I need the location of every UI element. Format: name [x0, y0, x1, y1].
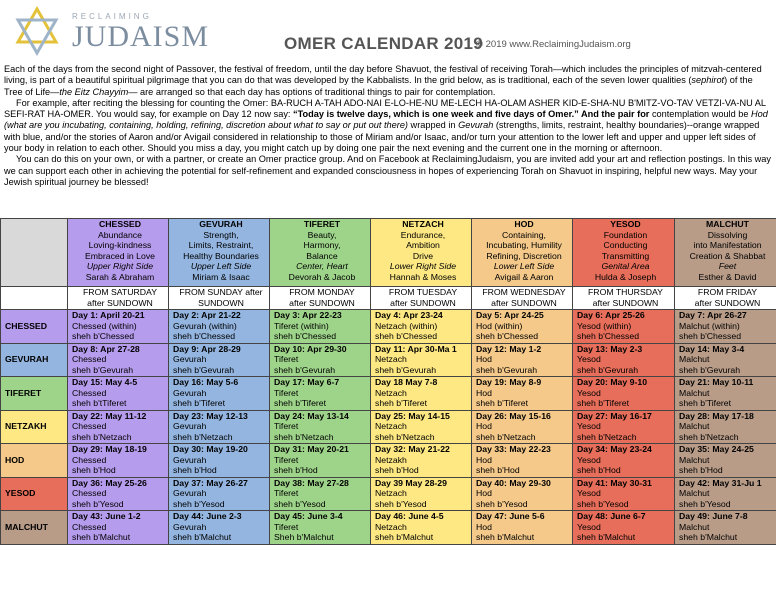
start-time-malchut [675, 287, 776, 310]
column-l1: Containing, [502, 229, 546, 240]
week-row-malchut [1, 511, 776, 545]
day-cell [371, 444, 472, 478]
day-title: Day 29: May 18-19 [72, 444, 147, 454]
day-pair-b: sheh b'Malchut [72, 532, 131, 543]
day-title: Day 28: May 17-18 [679, 410, 754, 421]
day-pair-a: Chessed [72, 521, 107, 532]
column-region: Feet [718, 261, 737, 272]
row-label-malchut: MALCHUT [1, 511, 68, 545]
day-pair-b: sheh b'Gevurah [274, 364, 336, 375]
day-cell [675, 310, 776, 344]
day-cell [371, 477, 472, 511]
day-pair-a: Tiferet (within) [274, 320, 329, 331]
day-pair-a: Yesod [577, 354, 601, 365]
day-title: Day 38: May 27-28 [274, 477, 349, 488]
day-pair-a: Gevurah [173, 521, 207, 532]
star-of-david-icon [14, 6, 60, 56]
column-l3: Creation & Shabbat [689, 250, 766, 261]
day-pair-a: Malchut [679, 488, 710, 499]
start-time-text: after SUNDOWN [87, 297, 153, 308]
day-cell [169, 511, 270, 545]
grid-corner [1, 219, 68, 287]
day-cell [68, 410, 169, 444]
row-label-hod: HOD [1, 444, 68, 478]
day-pair-b: sheh b'Gevurah [375, 364, 437, 375]
day-pair-a: Netzakh [375, 454, 407, 465]
day-cell [675, 343, 776, 377]
day-pair-b: sheh b'Yesod [375, 498, 427, 509]
day-pair-b: sheh b'Malchut [577, 532, 636, 543]
day-title: Day 15: May 4-5 [72, 377, 138, 387]
day-pair-b: sheh b'Yesod [577, 498, 629, 509]
omer-calendar-grid [0, 218, 776, 545]
start-time-text: after SUNDOWN [289, 297, 355, 308]
column-pair: Esther & David [698, 271, 757, 282]
day-pair-b: sheh b'Yesod [679, 498, 731, 509]
intro-paragraph-2: For example, after reciting the blessing for counting the Omer: BA-RUCH A-TAH ADO-NAI E-LO-HE-NU ME-LECH HA-OLAM ASHER KID-E-SHA-NU B'MITZ-VO-TAV VETZI-VA-NU AL SEFI-RAT HA-OMER. You would say, for example on Day 12 now say: “Today is twelve days, which is one week and five days of Omer.” And the pair for contemplation would be Hod (what are you incubating, containing, holding, refining, discretion about what to say or put out there) wrapped in Gevurah (strengths, limits, restraint, healthy boundaries)--orange wrapped with blue, and/or the stories of Aaron and/or Avigail considered in relationship to those of Miriam and/or Isaac, and/or turn your attention to the lower left and upper and upper left sides of your body in relation to each other. Should you miss a day, you might catch up by doing one pair the next evening and the current one in the morning or afternoon. [4, 97, 768, 154]
day-title: Day 36: May 25-26 [72, 477, 147, 488]
day-pair-a: Netzach [375, 521, 407, 532]
day-title: Day 24: May 13-14 [274, 410, 349, 421]
start-time-row [1, 287, 776, 310]
day-cell [371, 511, 472, 545]
day-cell [169, 444, 270, 478]
column-pair: Avigail & Aaron [494, 271, 554, 282]
day-title: Day 17: May 6-7 [274, 377, 340, 387]
column-pair: Devorah & Jacob [288, 271, 356, 282]
day-title: Day 47: June 5-6 [476, 511, 545, 521]
day-title: Day 27: May 16-17 [577, 410, 652, 421]
day-pair-a: Hod [476, 521, 492, 532]
day-title: Day 46: June 4-5 [375, 511, 444, 521]
start-time-text: after SUNDOWN [491, 297, 557, 308]
column-name: NETZACH [402, 219, 444, 229]
day-pair-a: Tiferet [274, 488, 299, 499]
day-cell [371, 343, 472, 377]
day-pair-a: Malchut [679, 521, 710, 532]
day-title: Day 33: May 22-23 [476, 444, 551, 454]
day-title: Day 18 May 7-8 [375, 377, 438, 387]
day-pair-b: sheh b'Yesod [476, 498, 528, 509]
column-l1: Dissolving [707, 229, 748, 240]
day-pair-a: Hod [476, 354, 492, 365]
column-pair: Miriam & Isaac [192, 271, 250, 282]
column-name: TIFERET [303, 219, 341, 229]
day-pair-a: Gevurah [173, 488, 207, 499]
day-pair-b: sheh b'Netzach [577, 431, 637, 442]
day-title: Day 6: Apr 25-26 [577, 310, 645, 320]
column-name: MALCHUT [706, 219, 749, 229]
day-pair-b: sheh b'Malchut [375, 532, 434, 543]
day-title: Day 48: June 6-7 [577, 511, 646, 521]
start-time-text: FROM TUESDAY [388, 287, 458, 297]
day-cell [472, 511, 573, 545]
start-time-gevurah [169, 287, 270, 310]
day-pair-b: sheh b'Gevurah [577, 364, 639, 375]
day-title: Day 9: Apr 28-29 [173, 343, 241, 354]
column-region: Lower Left Side [493, 261, 555, 272]
column-name: HOD [514, 219, 534, 229]
column-region: Genital Area [601, 261, 650, 272]
day-title: Day 45: June 3-4 [274, 511, 343, 521]
day-pair-a: Gevurah [173, 454, 207, 465]
day-title: Day 10: Apr 29-30 [274, 343, 347, 354]
column-pair: Sarah & Abraham [85, 271, 155, 282]
day-pair-b: sheh b'Netzach [679, 431, 739, 442]
day-pair-b: sheh b'Netzach [72, 431, 132, 442]
day-pair-a: Malchut [679, 354, 710, 365]
day-pair-a: Netzach [375, 354, 407, 365]
day-pair-a: Yesod [577, 488, 601, 499]
day-pair-b: sheh b'Hod [72, 465, 116, 476]
day-pair-b: sheh b'Hod [476, 465, 520, 476]
day-title: Day 23: May 12-13 [173, 410, 248, 421]
day-pair-b: sheh b'Chessed [375, 331, 438, 342]
day-pair-b: sheh b'Hod [375, 465, 419, 476]
page-title: OMER CALENDAR 2019 [284, 34, 484, 53]
day-cell [270, 410, 371, 444]
day-title: Day 37: May 26-27 [173, 477, 248, 488]
day-cell [169, 343, 270, 377]
day-pair-b: sheh b'Hod [173, 465, 217, 476]
day-pair-b: sheh b'Tiferet [476, 398, 529, 409]
day-title: Day 5: Apr 24-25 [476, 310, 544, 320]
day-pair-a: Netzach (within) [375, 320, 438, 331]
day-pair-a: Malchut [679, 454, 710, 465]
header [0, 0, 776, 64]
day-title: Day 32: May 21-22 [375, 444, 450, 454]
start-time-yesod [573, 287, 675, 310]
day-pair-a: Gevurah [173, 387, 207, 398]
column-header-gevurah [169, 219, 270, 287]
logo-big-text: JUDAISM [72, 20, 210, 53]
day-cell [675, 444, 776, 478]
day-title: Day 19: May 8-9 [476, 377, 542, 387]
day-pair-a: Hod [476, 387, 492, 398]
day-title: Day 25: May 14-15 [375, 410, 450, 421]
day-title: Day 22: May 11-12 [72, 410, 147, 421]
copyright-text: © 2019 www.ReclaimingJudaism.org [476, 39, 631, 50]
day-title: Day 39 May 28-29 [375, 477, 447, 488]
day-cell [68, 511, 169, 545]
start-time-text: FROM THURSDAY [588, 287, 663, 297]
column-name: GEVURAH [199, 219, 243, 229]
day-cell [472, 410, 573, 444]
day-pair-b: sheh b'Malchut [476, 532, 535, 543]
day-cell [371, 377, 472, 411]
column-l3: Drive [412, 250, 434, 261]
day-cell [472, 343, 573, 377]
day-cell [675, 477, 776, 511]
day-cell [371, 310, 472, 344]
day-title: Day 7: Apr 26-27 [679, 310, 747, 320]
day-title: Day 41: May 30-31 [577, 477, 652, 488]
day-cell [472, 444, 573, 478]
day-title: Day 26: May 15-16 [476, 410, 551, 421]
day-title: Day 42: May 31-Ju 1 [679, 477, 762, 488]
day-title: Day 3: Apr 22-23 [274, 310, 342, 320]
day-pair-b: sheh b'Yesod [72, 498, 124, 509]
day-pair-b: sheh b'Tiferet [679, 398, 732, 409]
day-pair-a: Chessed [72, 421, 107, 432]
column-pair: Hulda & Joseph [594, 271, 657, 282]
day-cell [675, 377, 776, 411]
day-title: Day 44: June 2-3 [173, 511, 242, 521]
day-pair-a: Tiferet [274, 421, 299, 432]
column-l1: Strength, [203, 229, 239, 240]
day-cell [270, 377, 371, 411]
day-pair-b: sheh b'Yesod [173, 498, 225, 509]
row-label-netzach: NETZAKH [1, 410, 68, 444]
day-cell [270, 310, 371, 344]
column-l2: Limits, Restraint, [188, 240, 254, 251]
day-pair-a: Yesod [577, 454, 601, 465]
day-cell [472, 377, 573, 411]
day-title: Day 16: May 5-6 [173, 377, 239, 387]
day-pair-a: Chessed [72, 387, 107, 398]
column-region: Upper Right Side [86, 261, 154, 272]
day-pair-a: Tiferet [274, 354, 299, 365]
column-header-netzach [371, 219, 472, 287]
day-cell [169, 410, 270, 444]
day-pair-b: sheh b'tTiferet [72, 398, 127, 409]
day-pair-a: Hod (within) [476, 320, 523, 331]
day-pair-a: Malchut [679, 387, 710, 398]
intro-text [4, 64, 772, 188]
column-header-chessed [68, 219, 169, 287]
day-pair-b: sheh b'Tiferet [274, 398, 327, 409]
day-pair-b: sheh b'Malchut [173, 532, 232, 543]
day-title: Day 35: May 24-25 [679, 444, 754, 454]
day-title: Day 14: May 3-4 [679, 343, 745, 354]
day-pair-a: Yesod [577, 521, 601, 532]
reclaiming-judaism-logo[interactable] [14, 6, 210, 58]
day-pair-a: Yesod [577, 421, 601, 432]
day-pair-b: sheh b'Chessed [476, 331, 539, 342]
day-cell [472, 310, 573, 344]
start-time-corner [1, 287, 68, 310]
day-title: Day 40: May 29-30 [476, 477, 551, 488]
day-pair-a: Tiferet [274, 521, 299, 532]
day-title: Day 4: Apr 23-24 [375, 310, 443, 320]
day-cell [68, 343, 169, 377]
day-cell [169, 477, 270, 511]
column-name: CHESSED [99, 219, 141, 229]
row-label-tiferet: TIFERET [1, 377, 68, 411]
column-l3: Healthy Boundaries [183, 250, 259, 261]
start-time-text: SUNDOWN [198, 297, 244, 308]
start-time-text: FROM SATURDAY [82, 287, 157, 297]
day-cell [371, 410, 472, 444]
start-time-netzach [371, 287, 472, 310]
day-pair-b: sheh b'Gevurah [476, 364, 538, 375]
column-name: YESOD [610, 219, 641, 229]
start-time-chessed [68, 287, 169, 310]
day-cell [573, 511, 675, 545]
start-time-text: after SUNDOWN [694, 297, 761, 308]
day-pair-b: sheh b'Netzach [476, 431, 536, 442]
day-pair-b: sheh b'Netzach [274, 431, 334, 442]
day-pair-b: sheh b'Yesod [274, 498, 326, 509]
day-pair-b: sheh b'Malchut [679, 532, 738, 543]
day-title: Day 49: June 7-8 [679, 511, 748, 521]
day-cell [68, 310, 169, 344]
column-header-yesod [573, 219, 675, 287]
start-time-text: FROM SUNDAY after [179, 287, 263, 297]
day-pair-b: sheh b'Gevurah [679, 364, 741, 375]
day-pair-b: sheh b'Chessed [577, 331, 640, 342]
day-cell [573, 343, 675, 377]
start-time-tiferet [270, 287, 371, 310]
day-pair-b: sheh b'Tiferet [173, 398, 226, 409]
day-cell [573, 377, 675, 411]
day-pair-b: sheh b'Hod [679, 465, 723, 476]
intro-paragraph-3: You can do this on your own, or with a partner, or create an Omer practice group. And on Facebook at ReclaimingJudaism, you are invited add your art and reflection postings. In this way we can support each other in achieving the potential for self-refinement and expanded consciousness in hopes of experiencing Torah on Shavuot in inspiring, helpful new ways. May your Jewish spiritual journey be blessed! [4, 154, 771, 187]
sefirah-header-row [1, 219, 776, 287]
column-region: Lower Right Side [389, 261, 457, 272]
day-title: Day 34: May 23-24 [577, 444, 652, 454]
day-pair-b: sheh b'Tiferet [375, 398, 428, 409]
day-title: Day 8: Apr 27-28 [72, 343, 140, 354]
column-l2: into Manifestation [693, 240, 762, 251]
day-pair-b: sheh b'Chessed [173, 331, 236, 342]
column-pair: Hannah & Moses [389, 271, 457, 282]
day-pair-b: sheh b'Netzach [375, 431, 435, 442]
day-pair-a: Netzach [375, 421, 407, 432]
column-l2: Incubating, Humility [486, 240, 562, 251]
week-row-chessed [1, 310, 776, 344]
day-cell [472, 477, 573, 511]
day-cell [270, 444, 371, 478]
day-cell [270, 511, 371, 545]
week-row-gevurah [1, 343, 776, 377]
day-pair-a: Chessed [72, 354, 107, 365]
start-time-hod [472, 287, 573, 310]
day-cell [68, 444, 169, 478]
column-l2: Harmony, [303, 240, 341, 251]
day-pair-b: sheh b'Gevurah [173, 364, 235, 375]
day-title: Day 2: Apr 21-22 [173, 310, 241, 320]
intro-paragraph-1: Each of the days from the second night of Passover, the festival of freedom, until the day before Shavuot, the festival of receiving Torah—which includes the principles of mitzvah-centered living, is part of a beautiful spiritual pilgrimage that you can do that was developed by the Kabbalists. In the grid below, as is traditional, each of the seven lower qualities (sephirot) of the Tree of Life—the Eitz Chayyim— are arranged so that each day has options of traditional things to pair for contemplation. [4, 64, 762, 97]
day-cell [270, 343, 371, 377]
day-pair-a: Chessed [72, 454, 107, 465]
day-cell [68, 377, 169, 411]
column-l3: Refining, Discretion [486, 250, 562, 261]
day-pair-a: Hod [476, 488, 492, 499]
start-time-text: FROM WEDNESDAY [482, 287, 566, 297]
day-cell [169, 310, 270, 344]
day-title: Day 30: May 19-20 [173, 444, 248, 454]
day-cell [573, 310, 675, 344]
day-title: Day 13: May 2-3 [577, 343, 643, 354]
day-pair-a: Gevurah [173, 421, 207, 432]
day-pair-a: Chessed (within) [72, 320, 137, 331]
day-pair-a: Yesod (within) [577, 320, 632, 331]
column-l1: Endurance, [400, 229, 446, 240]
day-pair-a: Malchut (within) [679, 320, 740, 331]
week-row-netzach [1, 410, 776, 444]
day-pair-b: sheh b'Hod [577, 465, 621, 476]
day-cell [68, 477, 169, 511]
start-time-text: after SUNDOWN [592, 297, 659, 308]
day-cell [573, 444, 675, 478]
column-region: Upper Left Side [190, 261, 252, 272]
row-label-chessed: CHESSED [1, 310, 68, 344]
day-pair-a: Gevurah (within) [173, 320, 237, 331]
column-l2: Conducting [603, 240, 648, 251]
column-header-hod [472, 219, 573, 287]
column-header-tiferet [270, 219, 371, 287]
day-pair-a: Yesod [577, 387, 601, 398]
day-title: Day 31: May 20-21 [274, 444, 349, 454]
day-pair-a: Hod [476, 454, 492, 465]
day-cell [573, 410, 675, 444]
row-label-yesod: YESOD [1, 477, 68, 511]
day-pair-b: sheh b'Chessed [72, 331, 135, 342]
week-row-tiferet [1, 377, 776, 411]
day-cell [573, 477, 675, 511]
column-l1: Abundance [98, 229, 142, 240]
day-title: Day 21: May 10-11 [679, 377, 754, 387]
day-pair-a: Netzach [375, 488, 407, 499]
column-l3: Embraced in Love [84, 250, 156, 261]
column-header-malchut [675, 219, 776, 287]
row-label-gevurah: GEVURAH [1, 343, 68, 377]
day-pair-b: sheh b'Chessed [274, 331, 337, 342]
start-time-text: FROM FRIDAY [697, 287, 758, 297]
day-pair-a: Malchut [679, 421, 710, 432]
column-l3: Balance [306, 250, 338, 261]
day-cell [270, 477, 371, 511]
day-title: Day 43: June 1-2 [72, 511, 141, 521]
start-time-text: after SUNDOWN [390, 297, 456, 308]
day-cell [169, 377, 270, 411]
day-pair-b: sheh b'Chessed [679, 331, 742, 342]
day-cell [675, 511, 776, 545]
week-row-yesod [1, 477, 776, 511]
day-pair-a: Chessed [72, 488, 107, 499]
day-title: Day 20: May 9-10 [577, 377, 648, 387]
day-title: Day 1: April 20-21 [72, 310, 145, 320]
day-pair-b: Sheh b'Malchut [274, 532, 334, 543]
day-pair-a: Tiferet [274, 454, 299, 465]
column-l2: Ambition [406, 240, 440, 251]
column-l3: Transmitting [601, 250, 650, 261]
column-region: Center, Heart [296, 261, 348, 272]
column-l1: Foundation [603, 229, 648, 240]
day-pair-a: Tiferet [274, 387, 299, 398]
day-cell [675, 410, 776, 444]
week-row-hod [1, 444, 776, 478]
day-pair-b: sheh b'Tiferet [577, 398, 630, 409]
column-l2: Loving-kindness [88, 240, 152, 251]
day-pair-b: sheh b'Netzach [173, 431, 233, 442]
day-pair-a: Hod [476, 421, 492, 432]
day-pair-a: Netzach [375, 387, 407, 398]
logo-small-text: RECLAIMING [72, 12, 152, 21]
day-pair-b: sheh b'Gevurah [72, 364, 134, 375]
day-pair-a: Gevurah [173, 354, 207, 365]
day-title: Day 12: May 1-2 [476, 343, 542, 354]
day-pair-b: sheh b'Hod [274, 465, 318, 476]
day-title: Day 11: Apr 30-Ma 1 [375, 343, 457, 354]
start-time-text: FROM MONDAY [289, 287, 355, 297]
column-l1: Beauty, [307, 229, 337, 240]
